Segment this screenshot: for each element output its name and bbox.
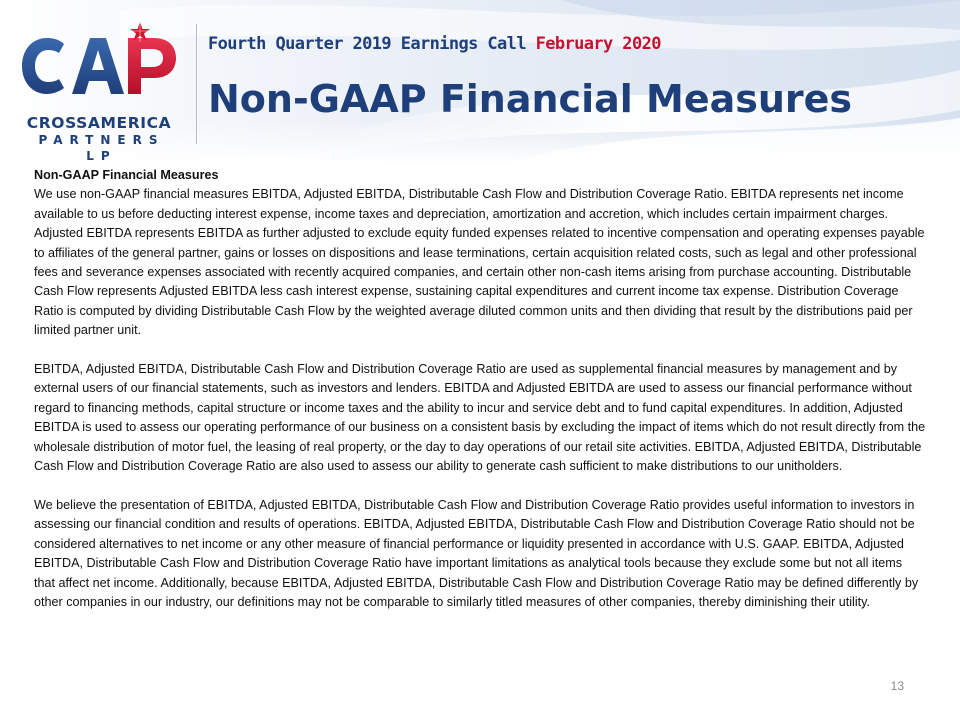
section-heading: Non-GAAP Financial Measures <box>34 168 219 182</box>
page-number: 13 <box>890 679 904 693</box>
company-logo <box>14 18 184 163</box>
presentation-subtitle <box>208 34 661 54</box>
body-content <box>34 166 926 612</box>
paragraph-limitations: We believe the presentation of EBITDA, Adjusted EBITDA, Distributable Cash Flow and Distribution Coverage Ratio provides useful information to investors in assessing our financial condition and results of operations. EBITDA, Adjusted EBITDA, Distributable Cash Flow and Distribution Coverage Ratio should not be considered alternatives to net income or any other measure of financial performance or liquidity presented in accordance with U.S. GAAP. EBITDA, Adjusted EBITDA, Distributable Cash Flow and Distribution Coverage Ratio have important limitations as analytical tools because they exclude some but not all items that affect net income. Additionally, because EBITDA, Adjusted EBITDA, Distributable Cash Flow and Distribution Coverage Ratio may be defined differently by other companies in our industry, our definitions may not be comparable to similarly titled measures of other companies, thereby diminishing their utility. <box>34 497 919 609</box>
logo-wordmark <box>14 114 184 164</box>
page-title: Non-GAAP Financial Measures <box>208 77 853 121</box>
subtitle-date: February 2020 <box>535 34 661 54</box>
paragraph-usage: EBITDA, Adjusted EBITDA, Distributable Cash Flow and Distribution Coverage Ratio are used as supplemental financial measures by management and by external users of our financial statements, such as investors and lenders. EBITDA and Adjusted EBITDA are used to assess our financial performance without regard to financing methods, capital structure or income taxes and the ability to incur and service debt and to fund capital expenditures. In addition, Adjusted EBITDA is used to assess our operating performance of our business on a consistent basis by excluding the impact of items which do not result directly from the wholesale distribution of motor fuel, the leasing of real property, or the day to day operations of our retail site activities. EBITDA, Adjusted EBITDA, Distributable Cash Flow and Distribution Coverage Ratio are also used to assess our ability to generate cash sufficient to make distributions to our unitholders. <box>34 362 926 474</box>
header-divider <box>196 24 197 144</box>
logo-company-name: CROSSAMERICA <box>26 114 172 132</box>
paragraph-definitions: We use non-GAAP financial measures EBITDA, Adjusted EBITDA, Distributable Cash Flow and Distribution Coverage Ratio. EBITDA represents net income available to us before deducting interest expense, income taxes and depreciation, amortization and accretion, which includes certain impairment charges. Adjusted EBITDA represents EBITDA as further adjusted to exclude equity funded expenses related to incentive compensation and operating expenses payable to affiliates of the general partner, gains or losses on dispositions and lease terminations, certain acquisition related costs, such as legal and other professional fees and severance expenses associated with recently acquired companies, and certain other non-cash items arising from purchase accounting. Distributable Cash Flow represents Adjusted EBITDA less cash interest expense, sustaining capital expenditures and current income tax expense. Distribution Coverage Ratio is computed by dividing Distributable Cash Flow by the weighted average diluted common units and then dividing that result by the distributions paid per limited partner unit. <box>34 187 925 338</box>
cap-logo-mark <box>14 18 184 114</box>
logo-company-suffix: PARTNERS LP <box>38 133 165 163</box>
subtitle-event: Fourth Quarter 2019 Earnings Call <box>208 34 526 54</box>
